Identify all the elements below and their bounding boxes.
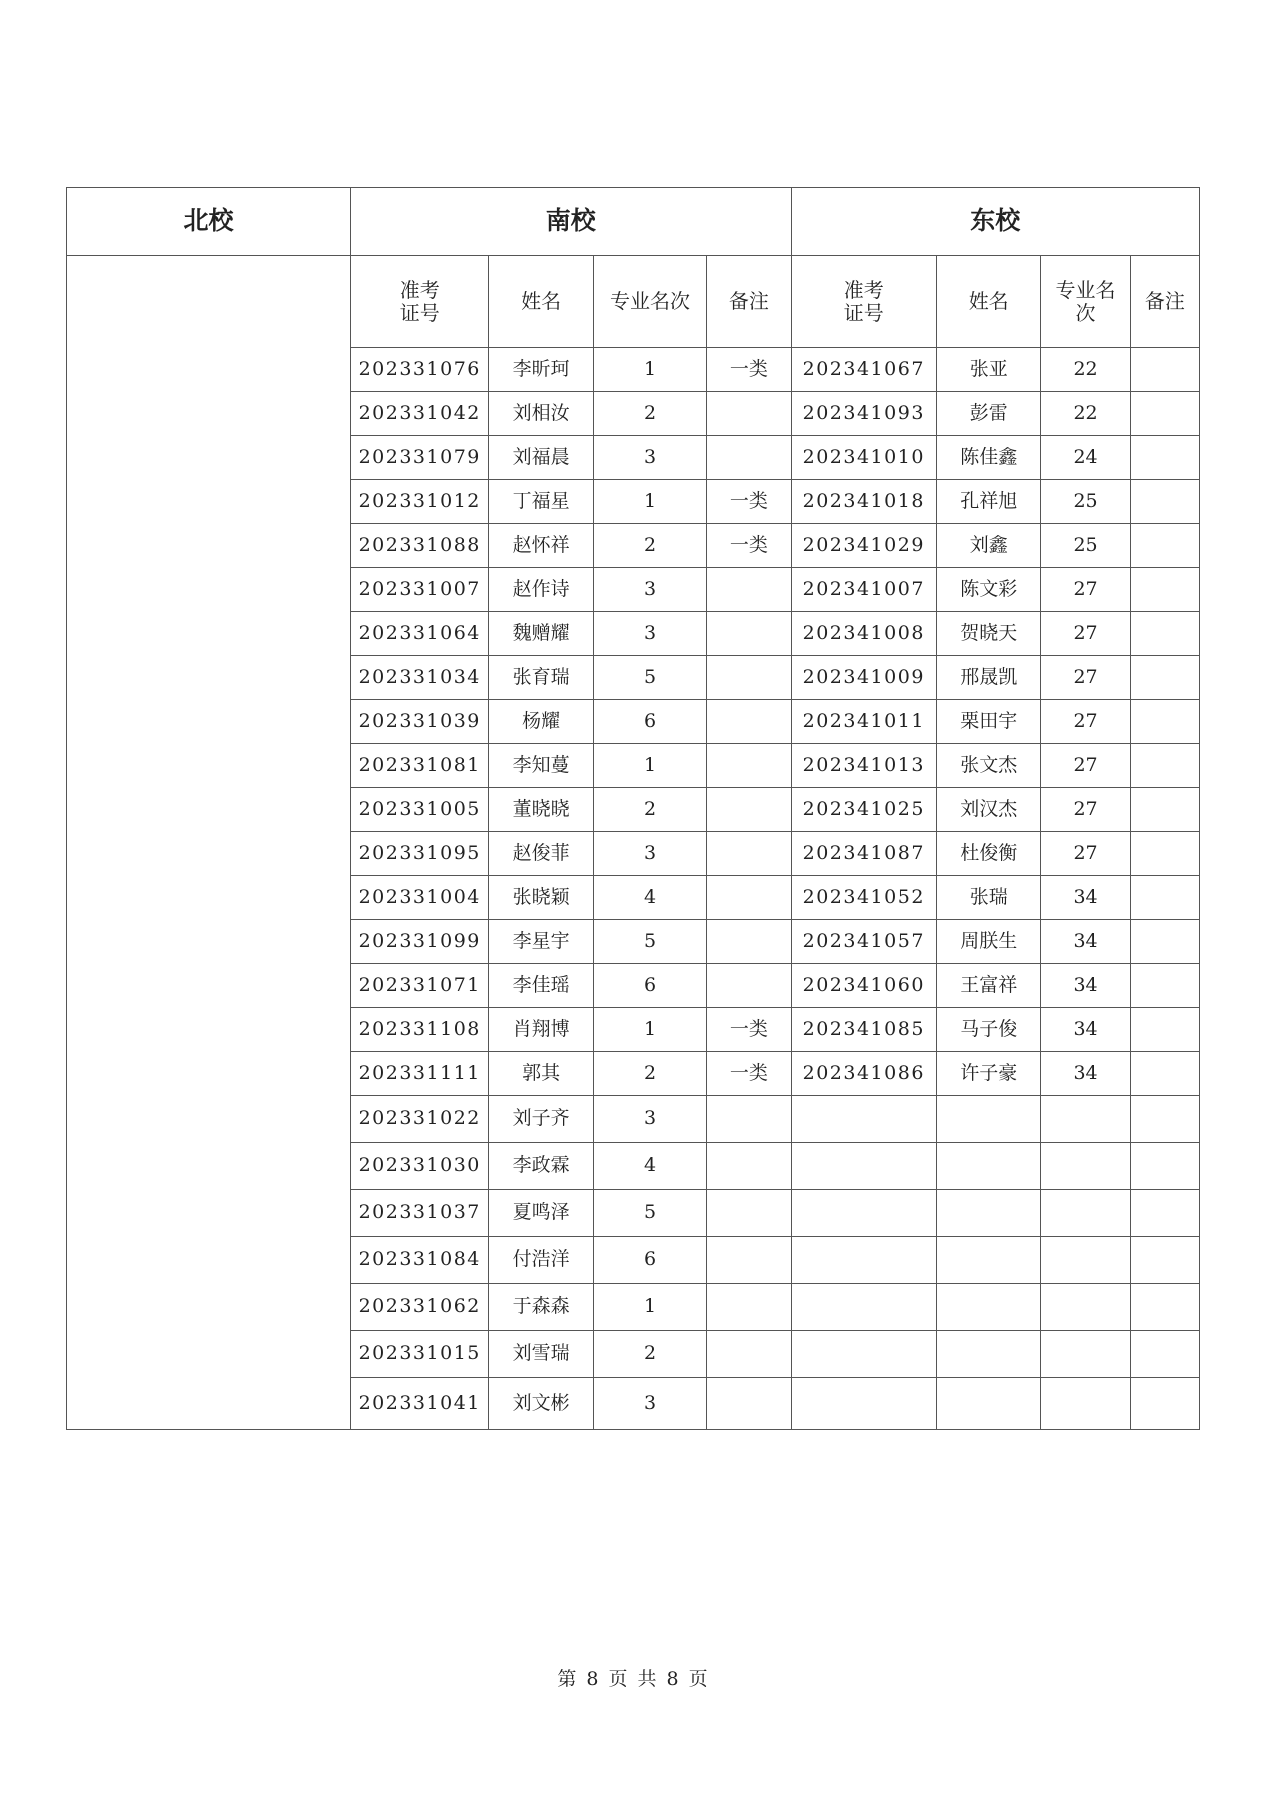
east-rank-cell: 27: [1041, 832, 1130, 876]
east-rank-cell: 34: [1041, 1008, 1130, 1052]
south-exam-id-cell: 202331034: [350, 656, 488, 700]
east-name-cell: 杜俊衡: [937, 832, 1041, 876]
east-rank-cell: [1041, 1237, 1130, 1284]
east-note-cell: [1130, 964, 1199, 1008]
east-exam-id-cell: 202341025: [791, 788, 937, 832]
south-note-cell: [707, 436, 791, 480]
south-rank-header: 专业名次: [593, 256, 706, 348]
north-campus-header: 北校: [67, 188, 351, 256]
east-name-cell: 陈佳鑫: [937, 436, 1041, 480]
south-note-cell: [707, 1237, 791, 1284]
column-header-row: [67, 256, 1200, 348]
east-note-header: 备注: [1130, 256, 1199, 348]
south-name-cell: 赵俊菲: [489, 832, 593, 876]
south-exam-id-cell: 202331088: [350, 524, 488, 568]
east-exam-id-cell: 202341007: [791, 568, 937, 612]
east-name-cell: 张瑞: [937, 876, 1041, 920]
east-exam-id-cell: 202341008: [791, 612, 937, 656]
east-name-cell: 贺晓天: [937, 612, 1041, 656]
east-note-cell: [1130, 1237, 1199, 1284]
south-rank-cell: 3: [593, 832, 706, 876]
south-note-cell: [707, 964, 791, 1008]
east-rank-cell: 22: [1041, 392, 1130, 436]
south-exam-id-cell: 202331062: [350, 1284, 488, 1331]
east-rank-cell: 27: [1041, 788, 1130, 832]
north-campus-body: [67, 256, 351, 1430]
east-name-cell: [937, 1284, 1041, 1331]
south-name-cell: 郭其: [489, 1052, 593, 1096]
south-rank-cell: 1: [593, 480, 706, 524]
south-exam-id-cell: 202331004: [350, 876, 488, 920]
south-name-cell: 刘相汝: [489, 392, 593, 436]
east-rank-cell: 27: [1041, 700, 1130, 744]
south-rank-cell: 2: [593, 1052, 706, 1096]
south-exam-id-cell: 202331015: [350, 1331, 488, 1378]
south-rank-cell: 3: [593, 1378, 706, 1430]
south-exam-id-cell: 202331042: [350, 392, 488, 436]
east-note-cell: [1130, 1284, 1199, 1331]
south-note-cell: [707, 920, 791, 964]
east-note-cell: [1130, 348, 1199, 392]
south-rank-cell: 4: [593, 876, 706, 920]
east-exam-id-cell: 202341085: [791, 1008, 937, 1052]
east-note-cell: [1130, 1096, 1199, 1143]
east-exam-id-cell: 202341060: [791, 964, 937, 1008]
south-note-header: 备注: [707, 256, 791, 348]
south-rank-cell: 6: [593, 1237, 706, 1284]
south-name-cell: 于森森: [489, 1284, 593, 1331]
south-rank-cell: 3: [593, 612, 706, 656]
south-rank-cell: 2: [593, 788, 706, 832]
east-note-cell: [1130, 744, 1199, 788]
east-rank-cell: 27: [1041, 656, 1130, 700]
south-name-cell: 刘子齐: [489, 1096, 593, 1143]
south-note-cell: [707, 1331, 791, 1378]
south-name-cell: 李政霖: [489, 1143, 593, 1190]
south-exam-id-cell: 202331012: [350, 480, 488, 524]
south-exam-id-cell: 202331099: [350, 920, 488, 964]
east-exam-id-cell: [791, 1331, 937, 1378]
south-exam-id-cell: 202331084: [350, 1237, 488, 1284]
south-exam-id-cell: 202331022: [350, 1096, 488, 1143]
east-note-cell: [1130, 920, 1199, 964]
south-name-cell: 赵怀祥: [489, 524, 593, 568]
south-campus-header: 南校: [350, 188, 791, 256]
east-rank-cell: 27: [1041, 568, 1130, 612]
south-name-header: 姓名: [489, 256, 593, 348]
south-note-cell: [707, 1190, 791, 1237]
south-note-cell: [707, 744, 791, 788]
south-exam-id-cell: 202331041: [350, 1378, 488, 1430]
south-note-cell: [707, 1143, 791, 1190]
east-name-cell: 周朕生: [937, 920, 1041, 964]
east-rank-cell: 34: [1041, 964, 1130, 1008]
east-name-cell: [937, 1331, 1041, 1378]
east-exam-id-cell: 202341093: [791, 392, 937, 436]
east-note-cell: [1130, 700, 1199, 744]
east-rank-cell: 27: [1041, 744, 1130, 788]
south-exam-id-cell: 202331095: [350, 832, 488, 876]
south-note-cell: [707, 700, 791, 744]
east-note-cell: [1130, 656, 1199, 700]
east-name-cell: 邢晟凯: [937, 656, 1041, 700]
east-rank-cell: 22: [1041, 348, 1130, 392]
south-rank-cell: 6: [593, 964, 706, 1008]
south-rank-cell: 1: [593, 1284, 706, 1331]
south-name-cell: 李知蔓: [489, 744, 593, 788]
east-note-cell: [1130, 1331, 1199, 1378]
east-exam-id-header: 准考 证号: [791, 256, 937, 348]
east-exam-id-cell: 202341052: [791, 876, 937, 920]
south-rank-cell: 6: [593, 700, 706, 744]
east-exam-id-cell: [791, 1284, 937, 1331]
east-exam-id-cell: 202341010: [791, 436, 937, 480]
east-rank-cell: 25: [1041, 524, 1130, 568]
east-name-cell: 栗田宇: [937, 700, 1041, 744]
south-exam-id-cell: 202331064: [350, 612, 488, 656]
east-note-cell: [1130, 876, 1199, 920]
east-exam-id-cell: [791, 1143, 937, 1190]
east-name-cell: 张文杰: [937, 744, 1041, 788]
south-rank-cell: 5: [593, 656, 706, 700]
east-note-cell: [1130, 788, 1199, 832]
south-exam-id-cell: 202331007: [350, 568, 488, 612]
south-note-cell: [707, 392, 791, 436]
east-note-cell: [1130, 568, 1199, 612]
east-note-cell: [1130, 1052, 1199, 1096]
east-rank-cell: [1041, 1331, 1130, 1378]
east-name-cell: [937, 1237, 1041, 1284]
south-name-cell: 杨耀: [489, 700, 593, 744]
east-note-cell: [1130, 1008, 1199, 1052]
east-rank-cell: [1041, 1143, 1130, 1190]
south-rank-cell: 2: [593, 392, 706, 436]
east-rank-cell: 24: [1041, 436, 1130, 480]
east-exam-id-cell: 202341018: [791, 480, 937, 524]
south-note-cell: 一类: [707, 1008, 791, 1052]
east-note-cell: [1130, 524, 1199, 568]
south-exam-id-cell: 202331037: [350, 1190, 488, 1237]
south-name-cell: 肖翔博: [489, 1008, 593, 1052]
east-note-cell: [1130, 480, 1199, 524]
east-note-cell: [1130, 612, 1199, 656]
admission-table: [66, 187, 1200, 1430]
east-note-cell: [1130, 1143, 1199, 1190]
south-note-cell: [707, 1284, 791, 1331]
east-name-cell: 陈文彩: [937, 568, 1041, 612]
south-rank-cell: 3: [593, 436, 706, 480]
east-note-cell: [1130, 436, 1199, 480]
east-exam-id-cell: 202341057: [791, 920, 937, 964]
east-name-cell: [937, 1378, 1041, 1430]
south-rank-cell: 5: [593, 1190, 706, 1237]
east-note-cell: [1130, 1190, 1199, 1237]
south-name-cell: 魏赠耀: [489, 612, 593, 656]
south-name-cell: 李星宇: [489, 920, 593, 964]
east-rank-cell: [1041, 1284, 1130, 1331]
south-name-cell: 夏鸣泽: [489, 1190, 593, 1237]
east-note-cell: [1130, 832, 1199, 876]
south-name-cell: 丁福星: [489, 480, 593, 524]
east-name-cell: 刘汉杰: [937, 788, 1041, 832]
east-exam-id-cell: 202341029: [791, 524, 937, 568]
south-name-cell: 李昕珂: [489, 348, 593, 392]
south-exam-id-cell: 202331079: [350, 436, 488, 480]
page-footer: 第 8 页 共 8 页: [557, 1668, 710, 1690]
south-rank-cell: 2: [593, 524, 706, 568]
east-name-cell: [937, 1143, 1041, 1190]
south-name-cell: 张育瑞: [489, 656, 593, 700]
south-note-cell: [707, 788, 791, 832]
south-rank-cell: 4: [593, 1143, 706, 1190]
south-exam-id-header: 准考 证号: [350, 256, 488, 348]
south-note-cell: [707, 832, 791, 876]
east-name-cell: 孔祥旭: [937, 480, 1041, 524]
east-name-cell: 刘鑫: [937, 524, 1041, 568]
east-rank-cell: 34: [1041, 1052, 1130, 1096]
south-name-cell: 董晓晓: [489, 788, 593, 832]
east-name-cell: 张亚: [937, 348, 1041, 392]
east-exam-id-cell: 202341009: [791, 656, 937, 700]
south-rank-cell: 3: [593, 568, 706, 612]
east-rank-cell: 27: [1041, 612, 1130, 656]
south-rank-cell: 1: [593, 1008, 706, 1052]
south-exam-id-cell: 202331005: [350, 788, 488, 832]
south-note-cell: [707, 612, 791, 656]
east-rank-cell: [1041, 1096, 1130, 1143]
east-exam-id-cell: [791, 1237, 937, 1284]
east-exam-id-cell: [791, 1096, 937, 1143]
east-rank-cell: 25: [1041, 480, 1130, 524]
campus-header-row: [67, 188, 1200, 256]
east-name-cell: 许子豪: [937, 1052, 1041, 1096]
south-name-cell: 张晓颖: [489, 876, 593, 920]
south-exam-id-cell: 202331111: [350, 1052, 488, 1096]
east-rank-cell: [1041, 1378, 1130, 1430]
south-exam-id-cell: 202331081: [350, 744, 488, 788]
east-exam-id-cell: [791, 1378, 937, 1430]
east-exam-id-cell: 202341067: [791, 348, 937, 392]
south-name-cell: 赵作诗: [489, 568, 593, 612]
east-name-cell: 王富祥: [937, 964, 1041, 1008]
south-name-cell: 刘雪瑞: [489, 1331, 593, 1378]
south-note-cell: 一类: [707, 524, 791, 568]
south-name-cell: 刘文彬: [489, 1378, 593, 1430]
south-rank-cell: 3: [593, 1096, 706, 1143]
south-name-cell: 刘福晨: [489, 436, 593, 480]
south-rank-cell: 2: [593, 1331, 706, 1378]
east-note-cell: [1130, 1378, 1199, 1430]
south-rank-cell: 1: [593, 744, 706, 788]
east-exam-id-cell: 202341013: [791, 744, 937, 788]
south-exam-id-cell: 202331076: [350, 348, 488, 392]
south-exam-id-cell: 202331108: [350, 1008, 488, 1052]
south-exam-id-cell: 202331071: [350, 964, 488, 1008]
east-exam-id-cell: [791, 1190, 937, 1237]
east-name-cell: [937, 1190, 1041, 1237]
east-name-header: 姓名: [937, 256, 1041, 348]
east-name-cell: [937, 1096, 1041, 1143]
south-note-cell: [707, 1378, 791, 1430]
east-exam-id-cell: 202341011: [791, 700, 937, 744]
east-rank-cell: 34: [1041, 876, 1130, 920]
east-name-cell: 马子俊: [937, 1008, 1041, 1052]
south-note-cell: [707, 876, 791, 920]
east-campus-header: 东校: [791, 188, 1199, 256]
south-note-cell: 一类: [707, 348, 791, 392]
south-note-cell: [707, 568, 791, 612]
east-rank-cell: [1041, 1190, 1130, 1237]
east-exam-id-cell: 202341087: [791, 832, 937, 876]
south-exam-id-cell: 202331039: [350, 700, 488, 744]
east-rank-header: 专业名 次: [1041, 256, 1130, 348]
south-note-cell: [707, 656, 791, 700]
south-note-cell: 一类: [707, 480, 791, 524]
east-exam-id-cell: 202341086: [791, 1052, 937, 1096]
south-exam-id-cell: 202331030: [350, 1143, 488, 1190]
south-name-cell: 付浩洋: [489, 1237, 593, 1284]
east-note-cell: [1130, 392, 1199, 436]
east-rank-cell: 34: [1041, 920, 1130, 964]
south-rank-cell: 1: [593, 348, 706, 392]
south-rank-cell: 5: [593, 920, 706, 964]
south-note-cell: [707, 1096, 791, 1143]
south-name-cell: 李佳瑶: [489, 964, 593, 1008]
east-name-cell: 彭雷: [937, 392, 1041, 436]
south-note-cell: 一类: [707, 1052, 791, 1096]
